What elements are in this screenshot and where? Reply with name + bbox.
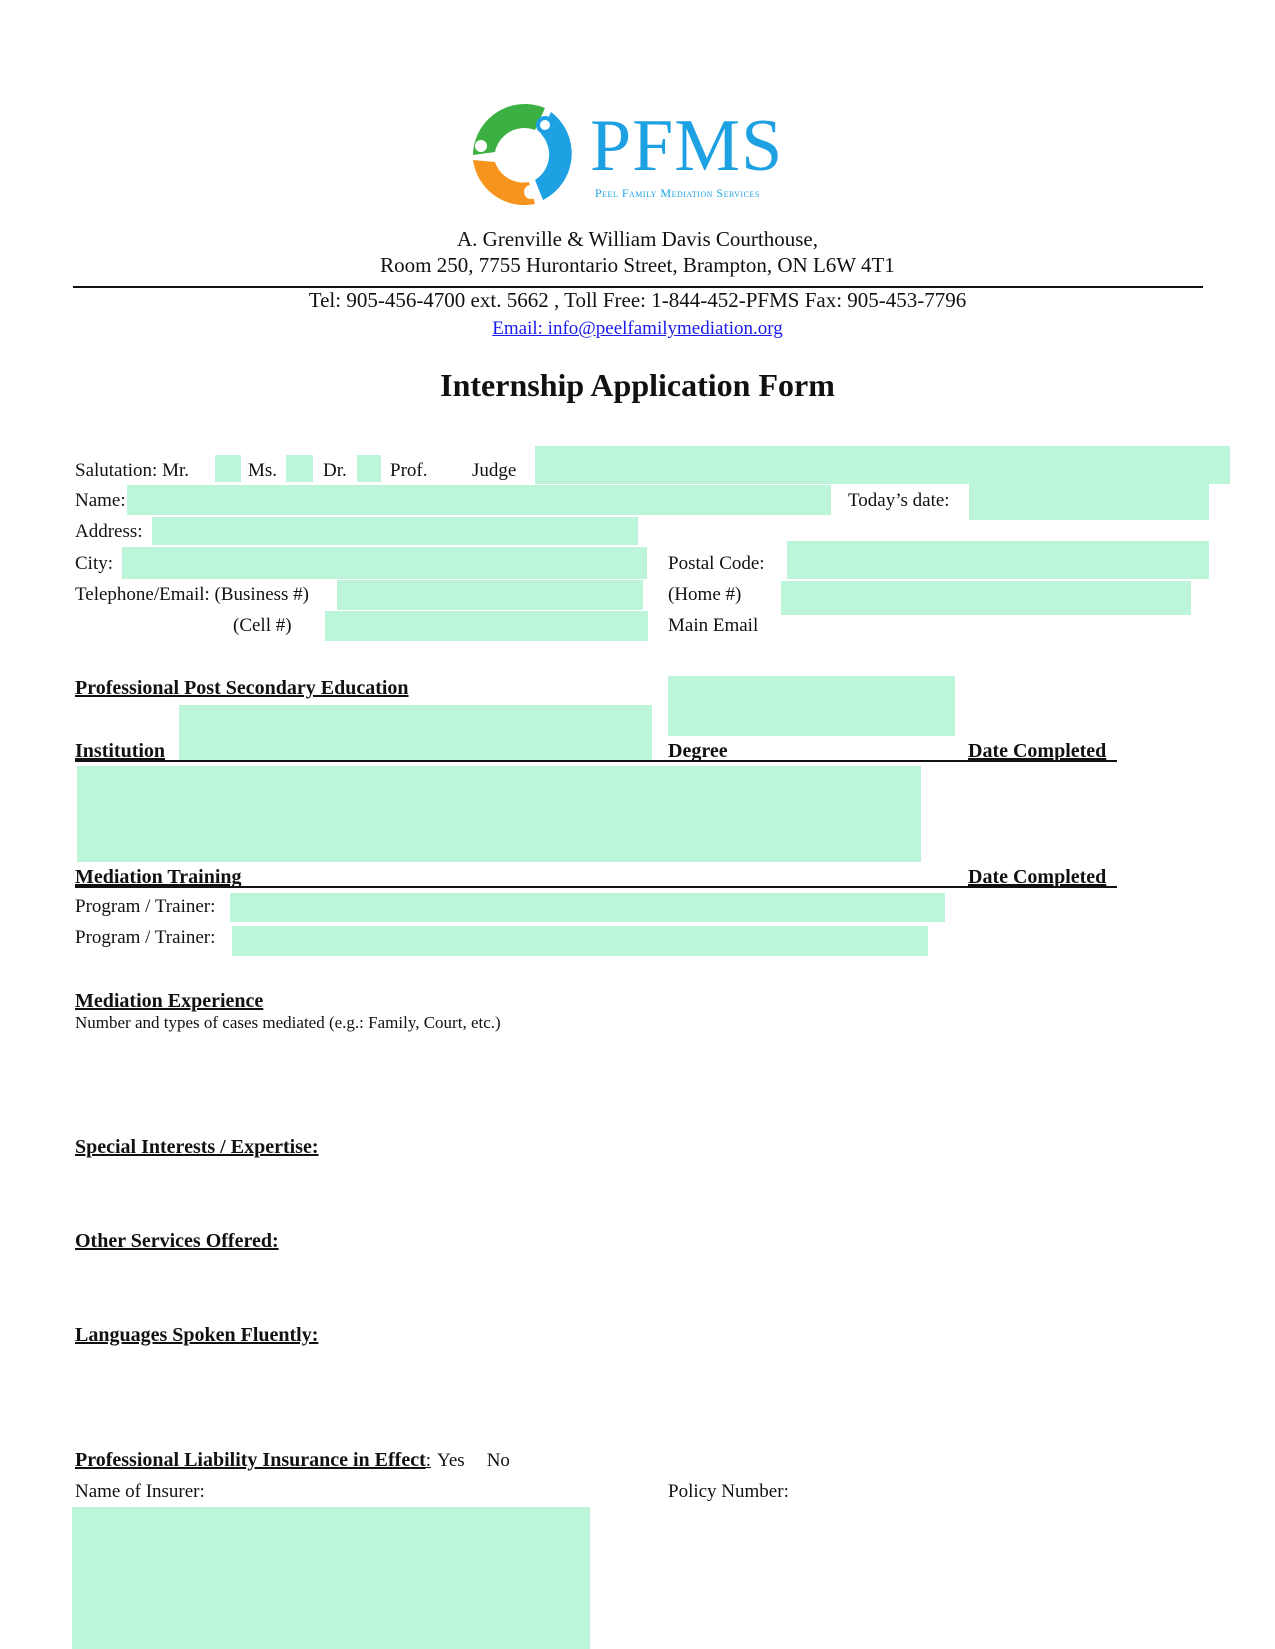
todays-date-label: Today’s date: xyxy=(848,490,950,511)
insurer-input[interactable] xyxy=(72,1507,590,1649)
dr-label: Dr. xyxy=(323,460,347,481)
ms-checkbox[interactable] xyxy=(286,455,313,482)
insurance-yes-label[interactable]: Yes xyxy=(437,1450,465,1471)
training-date-completed-label: Date Completed xyxy=(968,866,1107,888)
cell-label: (Cell #) xyxy=(233,615,292,636)
insurance-row xyxy=(75,1449,510,1472)
address-input[interactable] xyxy=(152,517,638,545)
dr-checkbox[interactable] xyxy=(357,455,381,482)
insurance-heading: Professional Liability Insurance in Effect xyxy=(75,1449,426,1471)
education-details-input[interactable] xyxy=(77,766,921,862)
institution-input[interactable] xyxy=(179,705,652,760)
name-label: Name: xyxy=(75,490,126,511)
mediation-experience-subtext: Number and types of cases mediated (e.g.: Family, Court, etc.) xyxy=(75,1013,501,1032)
logo-subtext: Peel Family Mediation Services xyxy=(595,186,760,200)
address-line-2: Room 250, 7755 Hurontario Street, Brampton, ON L6W 4T1 xyxy=(380,253,895,277)
ms-label: Ms. xyxy=(248,460,278,481)
pfms-logo xyxy=(465,100,810,210)
home-label: (Home #) xyxy=(668,584,742,605)
page-title: Internship Application Form xyxy=(440,367,835,403)
education-divider xyxy=(75,760,1117,762)
special-interests-heading: Special Interests / Expertise: xyxy=(75,1136,319,1158)
telephone-label: Telephone/Email: (Business #) xyxy=(75,584,310,605)
languages-heading: Languages Spoken Fluently: xyxy=(75,1324,319,1346)
program-trainer-input-2[interactable] xyxy=(232,926,928,956)
education-date-completed-label: Date Completed xyxy=(968,740,1107,762)
cell-phone-input[interactable] xyxy=(325,611,648,641)
policy-number-label: Policy Number: xyxy=(668,1481,789,1502)
other-services-heading: Other Services Offered: xyxy=(75,1230,279,1252)
insurance-colon: : xyxy=(425,1450,432,1471)
postal-code-input[interactable] xyxy=(787,541,1209,579)
judge-label: Judge xyxy=(472,460,517,481)
contact-line: Tel: 905-456-4700 ext. 5662 , Toll Free: 1-844-452-PFMS Fax: 905-453-7796 xyxy=(308,288,967,312)
address-label: Address: xyxy=(75,521,143,542)
city-input[interactable] xyxy=(122,547,647,579)
degree-input[interactable] xyxy=(668,676,955,736)
postal-code-label: Postal Code: xyxy=(668,553,765,574)
mr-checkbox[interactable] xyxy=(215,455,241,482)
insurance-no-label[interactable]: No xyxy=(486,1450,510,1471)
address-line-1: A. Grenville & William Davis Courthouse, xyxy=(457,227,818,251)
insurer-label: Name of Insurer: xyxy=(75,1481,205,1502)
program-trainer-input-1[interactable] xyxy=(230,893,945,922)
institution-label: Institution xyxy=(75,740,166,762)
home-phone-input[interactable] xyxy=(781,581,1191,615)
program-trainer-label-1: Program / Trainer: xyxy=(75,896,216,917)
mediation-experience-heading: Mediation Experience xyxy=(75,990,264,1012)
education-heading: Professional Post Secondary Education xyxy=(75,677,409,699)
todays-date-input[interactable] xyxy=(969,484,1209,520)
logo-text: PFMS xyxy=(590,105,784,187)
program-trainer-label-2: Program / Trainer: xyxy=(75,927,216,948)
name-input[interactable] xyxy=(127,485,831,515)
salutation-label: Salutation: Mr. xyxy=(75,460,189,481)
mediation-training-heading: Mediation Training xyxy=(75,866,242,888)
main-email-label: Main Email xyxy=(668,615,759,636)
pfms-logo-icon xyxy=(465,100,585,210)
city-label: City: xyxy=(75,553,114,574)
email-link[interactable]: Email: info@peelfamilymediation.org xyxy=(492,318,783,339)
salutation-extra-field[interactable] xyxy=(535,446,1230,484)
business-phone-input[interactable] xyxy=(337,580,643,610)
prof-label: Prof. xyxy=(390,460,428,481)
degree-label: Degree xyxy=(668,740,728,762)
